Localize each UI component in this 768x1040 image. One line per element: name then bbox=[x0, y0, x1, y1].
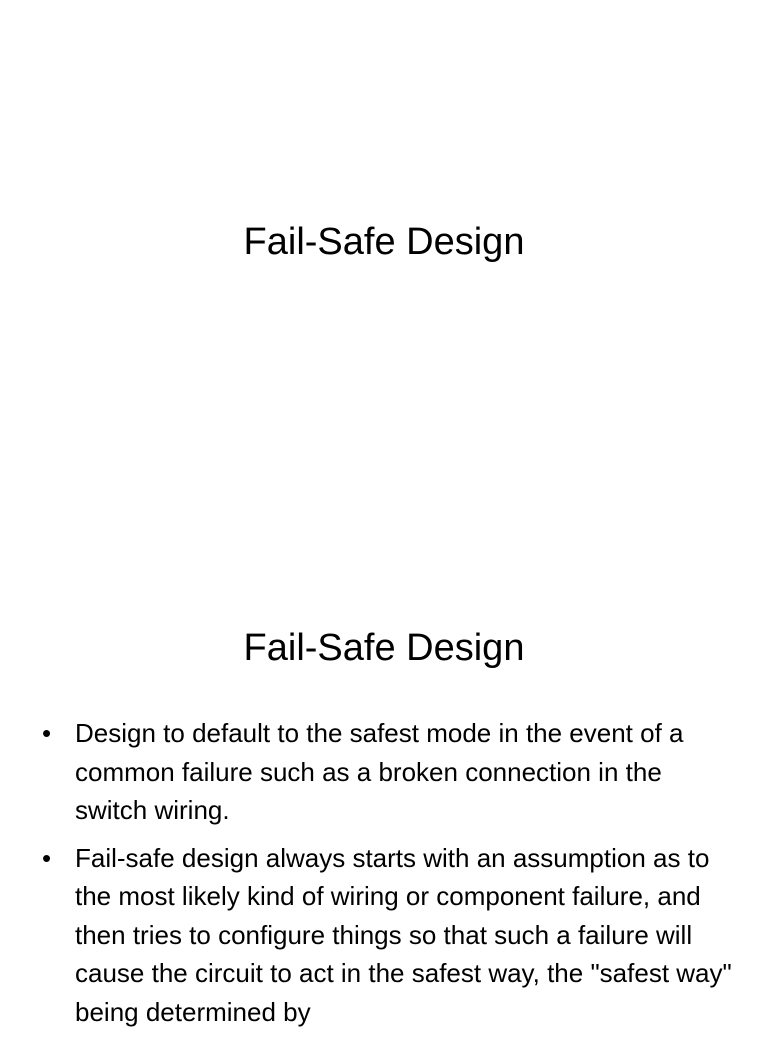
bullet-item bbox=[42, 714, 732, 830]
slide-title: Fail-Safe Design bbox=[243, 221, 525, 263]
bullet-icon: • bbox=[42, 718, 52, 748]
slide-title: Fail-Safe Design bbox=[243, 627, 525, 669]
bullet-item bbox=[42, 839, 732, 1032]
bullet-text: Fail-safe design always starts with an assumption as to the most likely kind of wiring or component failure, and then tries to configure things so that such a failure will cause the circuit to act in the safest way, the "safest way" being determined by bbox=[75, 842, 732, 1027]
bullet-list bbox=[42, 714, 732, 1040]
content-slide bbox=[0, 410, 768, 1027]
bullet-text: Design to default to the safest mode in the event of a common failure such as a broken connection in the switch wiring. bbox=[75, 718, 684, 825]
title-slide bbox=[0, 0, 768, 410]
bullet-icon: • bbox=[42, 842, 52, 873]
